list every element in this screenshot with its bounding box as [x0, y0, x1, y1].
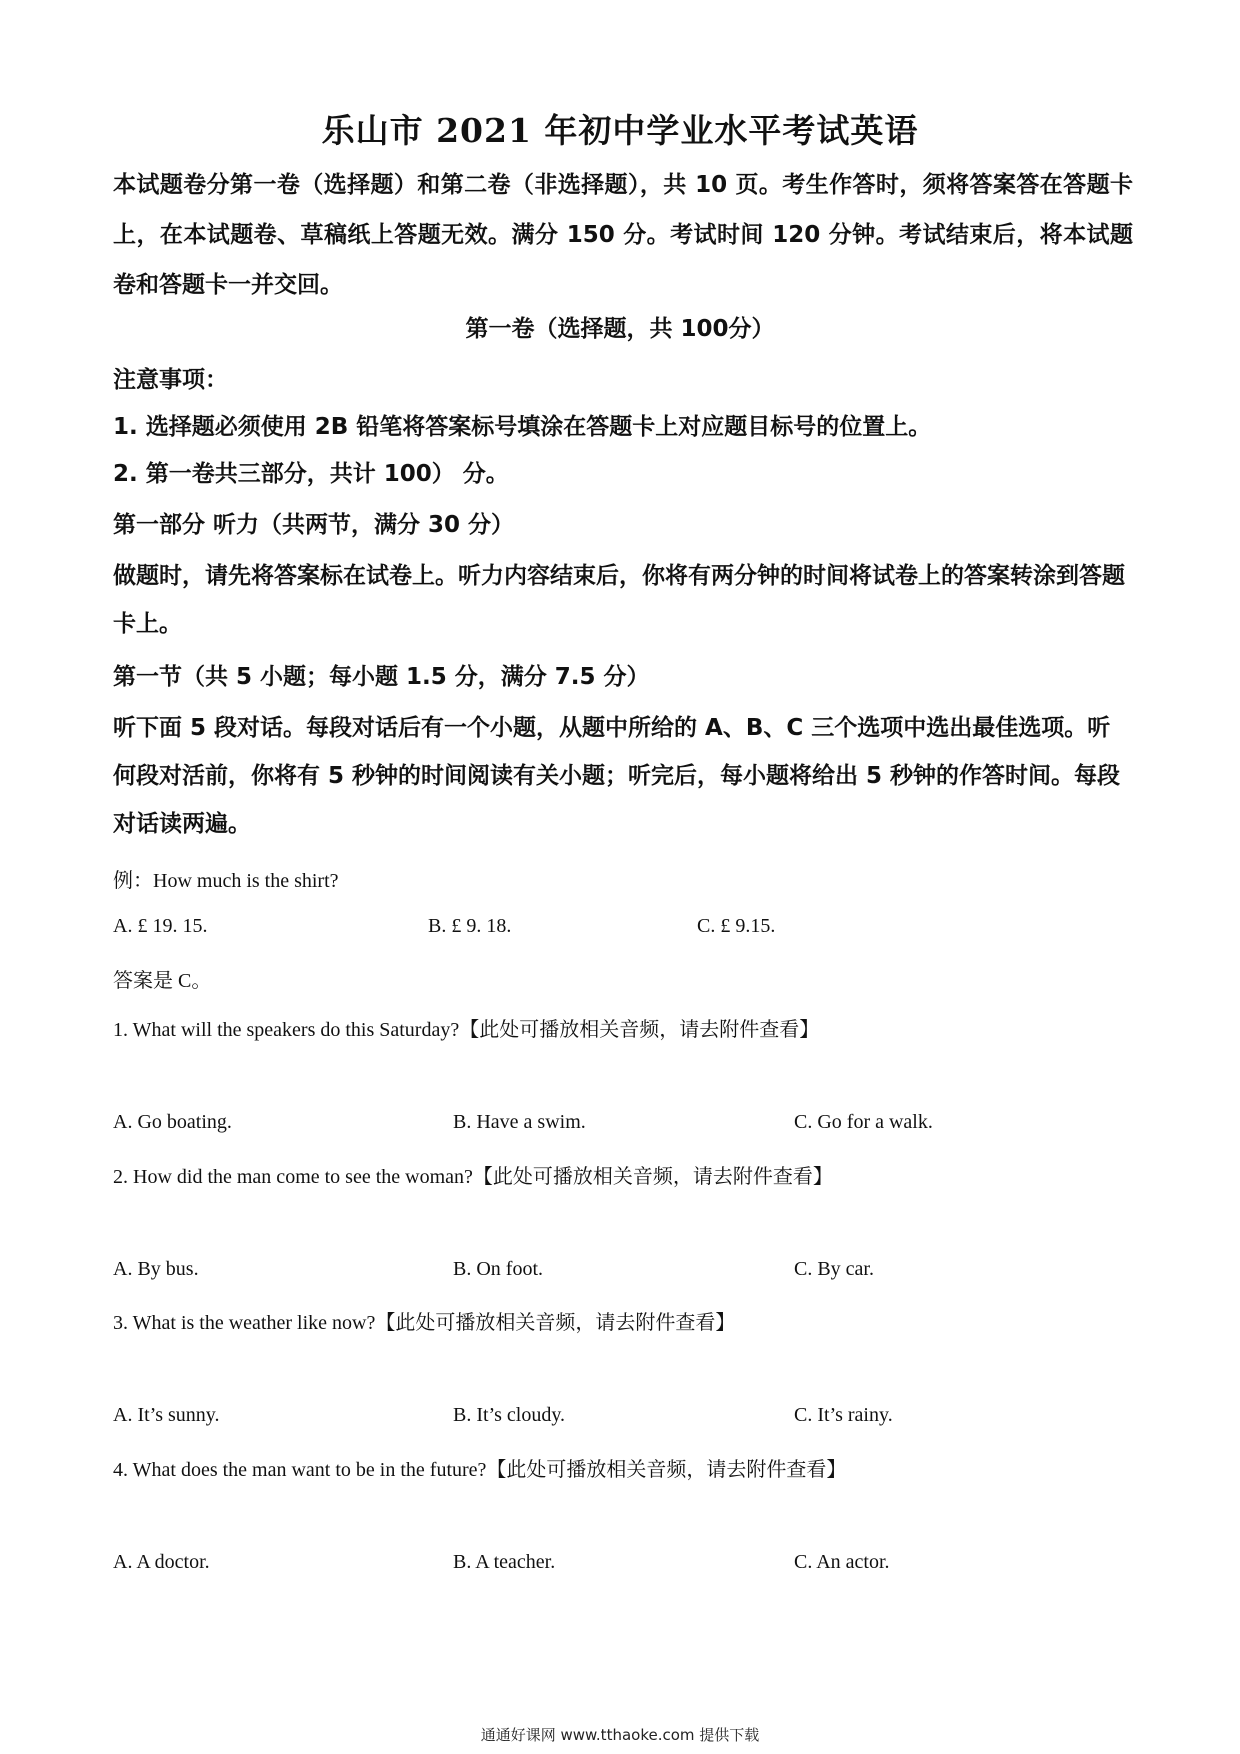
- part-one-title: 第一卷（选择题，共 100分）: [465, 316, 775, 342]
- question-3-option-b: B. It’s cloudy.: [453, 1404, 566, 1426]
- question-2-option-b: B. On foot.: [453, 1258, 543, 1280]
- example-answer: 答案是 C。: [113, 970, 212, 992]
- exam-intro: 本试题卷分第一卷（选择题）和第二卷（非选择题），共 10 页。考生作答时，须将答案答在答题卡上，在本试题卷、草稿纸上答题无效。满分 150 分。考试时间 120 分钟。考试结束后，将本试题卷和答题卡一并交回。: [113, 172, 1133, 298]
- question-3-text: 3. What is the weather like now?【此处可播放相关音频，请去附件查看】: [113, 1312, 736, 1334]
- question-3-option-a: A. It’s sunny.: [113, 1404, 220, 1426]
- question-2-option-c: C. By car.: [794, 1258, 874, 1280]
- listening-heading: 第一部分 听力（共两节，满分 30 分）: [113, 512, 515, 538]
- question-2-option-a: A. By bus.: [113, 1258, 199, 1280]
- question-3-option-c: C. It’s rainy.: [794, 1404, 893, 1426]
- example-option-a: A. £ 19. 15.: [113, 915, 208, 937]
- example-question: 例：How much is the shirt?: [113, 870, 339, 892]
- question-1-option-b: B. Have a swim.: [453, 1111, 586, 1133]
- example-option-b: B. £ 9. 18.: [428, 915, 512, 937]
- listening-instructions: 做题时，请先将答案标在试卷上。听力内容结束后，你将有两分钟的时间将试卷上的答案转涂到答题卡上。: [113, 563, 1125, 637]
- example-option-c: C. £ 9.15.: [697, 915, 776, 937]
- question-1-text: 1. What will the speakers do this Saturday?【此处可播放相关音频，请去附件查看】: [113, 1019, 820, 1041]
- exam-title: 乐山市 2021 年初中学业水平考试英语: [321, 111, 919, 150]
- question-4-option-a: A. A doctor.: [113, 1551, 210, 1573]
- question-1-option-a: A. Go boating.: [113, 1111, 232, 1133]
- notes-item-1: 1. 选择题必须使用 2B 铅笔将答案标号填涂在答题卡上对应题目标号的位置上。: [113, 414, 932, 440]
- footer-watermark: 通通好课网 www.tthaoke.com 提供下载: [480, 1726, 760, 1744]
- question-2-text: 2. How did the man come to see the woman?【此处可播放相关音频，请去附件查看】: [113, 1166, 833, 1188]
- question-4-text: 4. What does the man want to be in the future?【此处可播放相关音频，请去附件查看】: [113, 1459, 847, 1481]
- section-one-instructions: 听下面 5 段对话。每段对话后有一个小题，从题中所给的 A、B、C 三个选项中选出最佳选项。听何段对活前，你将有 5 秒钟的时间阅读有关小题；听完后，每小题将给出 5 秒钟的作答时间。每段对话读两遍。: [113, 715, 1121, 837]
- notes-heading: 注意事项：: [113, 367, 228, 393]
- section-one-heading: 第一节（共 5 小题；每小题 1.5 分，满分 7.5 分）: [113, 664, 650, 690]
- question-4-option-b: B. A teacher.: [453, 1551, 556, 1573]
- question-4-option-c: C. An actor.: [794, 1551, 890, 1573]
- notes-item-2: 2. 第一卷共三部分，共计 100） 分。: [113, 461, 509, 487]
- question-1-option-c: C. Go for a walk.: [794, 1111, 933, 1133]
